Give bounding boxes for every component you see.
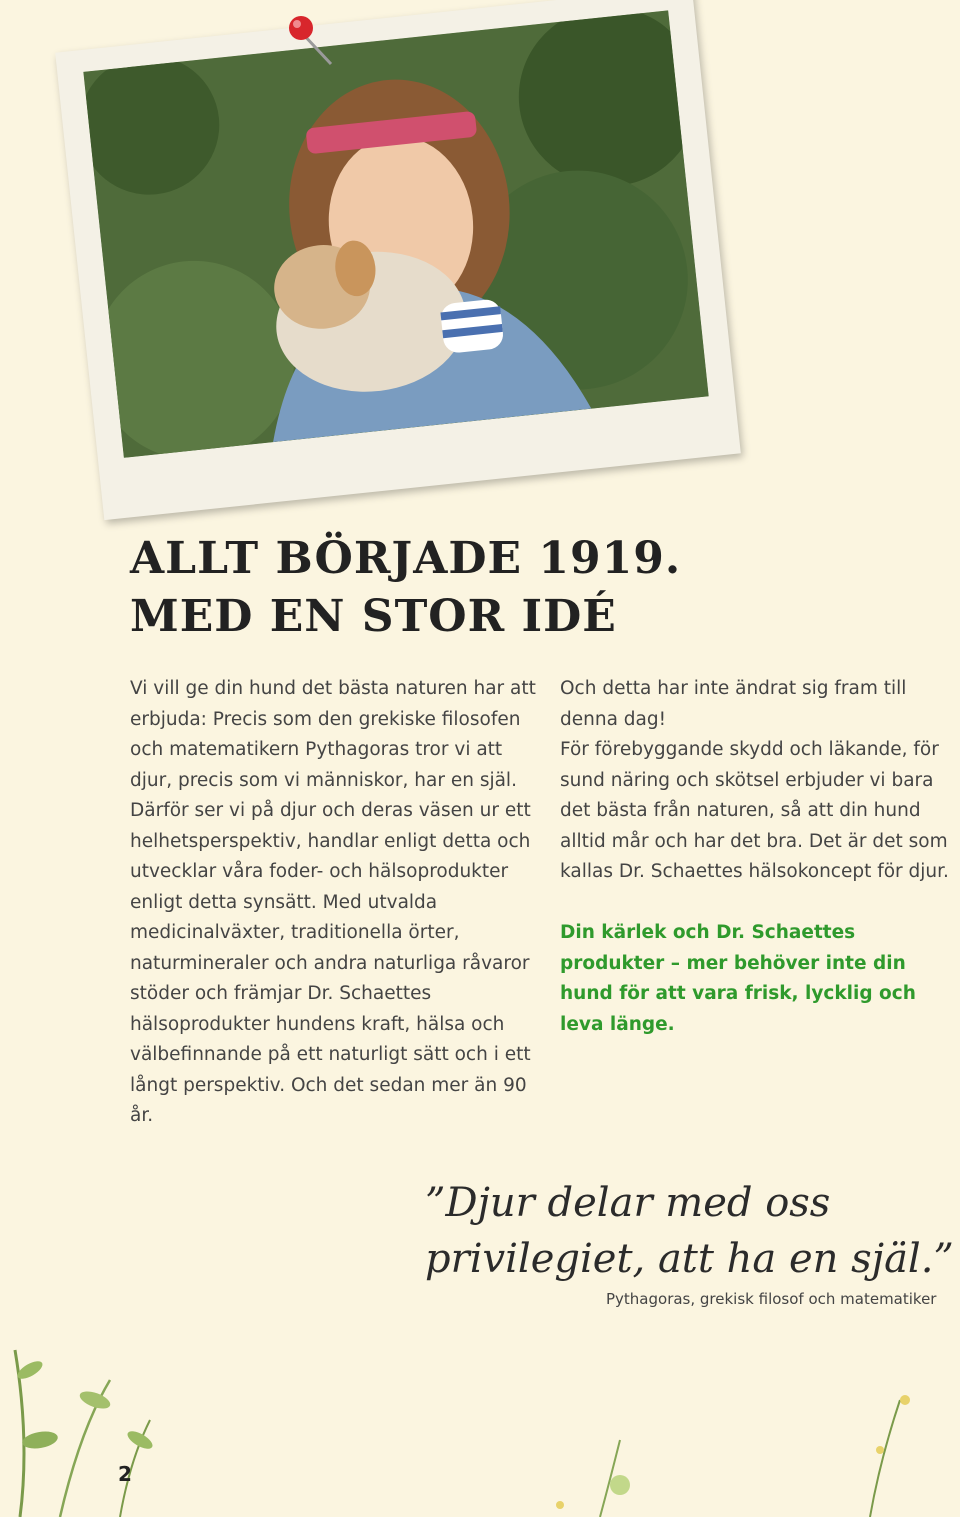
herb-plants-illustration: [0, 1290, 960, 1517]
right-column-para-2: För förebyggande skydd och läkande, för sund näring och skötsel erbjuder vi bara det bästa från naturen, så att din hund alltid mår och har det bra. Det är det som kallas Dr. Schaettes hälsokoncept för djur.: [560, 739, 949, 882]
photo-illustration: [83, 10, 708, 457]
pinned-photo: [55, 0, 741, 520]
left-column-text: Vi vill ge din hund det bästa naturen har att erbjuda: Precis som den grekiske filosofen och matematikern Pythagoras tror vi att djur, precis som vi människor, har en själ. Därför ser vi på djur och deras väsen ur ett helhetsperspektiv, handlar enligt detta och utvecklar våra foder- och hälsoprodukter enligt detta synsätt. Med utvalda medicinalväxter, traditionella örter, naturmineraler och andra naturliga råvaror stöder och främjar Dr. Schaettes hälsoprodukter hundens kraft, hälsa och välbefinnande på ett naturligt sätt och i ett långt perspektiv. Och det sedan mer än 90 år.: [130, 678, 536, 1126]
right-column: [560, 674, 960, 888]
pythagoras-quote: ”Djur delar med oss privilegiet, att ha en själ.”: [425, 1180, 954, 1282]
right-column-para-1: Och detta har inte ändrat sig fram till denna dag!: [560, 678, 907, 730]
red-pushpin-icon: [283, 12, 343, 72]
highlight-text: Din kärlek och Dr. Schaettes produkter – mer behöver inte din hund för att vara frisk, lycklig och leva länge.: [560, 922, 916, 1035]
quote-source: Pythagoras, grekisk filosof och matematiker: [606, 1290, 937, 1308]
photo-girl-with-dog: [83, 10, 708, 457]
headline-line-2: MED EN STOR IDÉ: [130, 591, 617, 642]
headline-line-1: ALLT BÖRJADE 1919.: [130, 533, 682, 584]
page-headline: [130, 530, 681, 646]
page-number: 2: [118, 1462, 132, 1486]
